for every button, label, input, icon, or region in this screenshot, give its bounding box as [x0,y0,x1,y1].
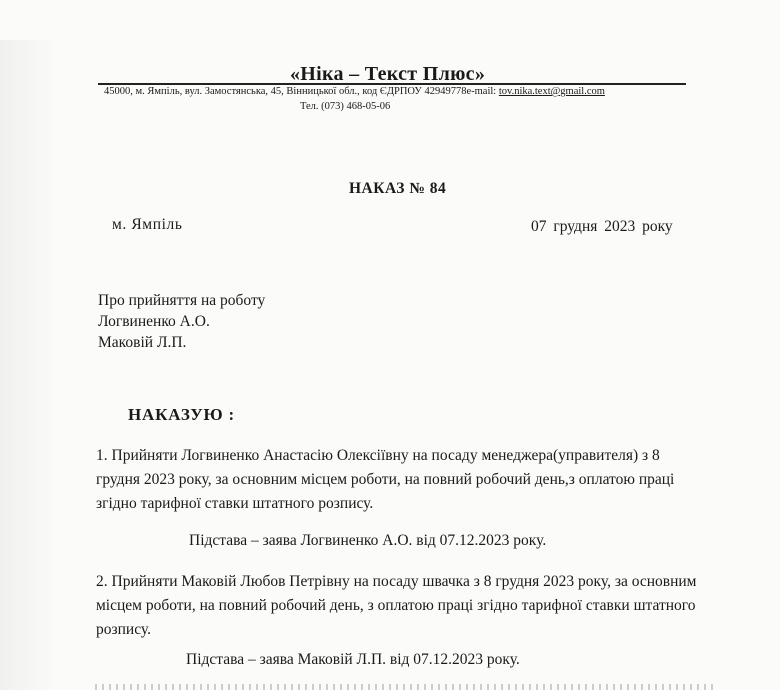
order-subject [98,290,265,353]
page-cut-edge [95,684,715,690]
order-date: 07 грудня 2023 року [531,218,673,235]
order-item: 2. Прийняти Маковій Любов Петрівну на посаду швачка з 8 грудня 2023 року, за основним місцем роботи, на повний робочий день, з оплатою праці згідно тарифної ставки штатного розпису. [96,573,697,638]
header-divider [98,83,686,85]
subject-line: Маковій Л.П. [98,334,187,351]
order-item: 1. Прийняти Логвиненко Анастасію Олексіївну на посаду менеджера(управителя) з 8 грудня 2023 року, за основним місцем роботи, на повний робочий день,з оплатою праці згідно тарифної ставки штатного розпису. [96,447,675,512]
address-text: 45000, м. Ямпіль, вул. Замостянська, 45, Вінницької обл., код ЄДРПОУ 42949778e-mail: [104,86,499,97]
order-title: НАКАЗ № 84 [349,180,447,197]
email-link[interactable]: tov.nika.text@gmail.com [498,86,605,97]
subject-line: Логвиненко А.О. [98,313,210,330]
company-address [104,86,605,97]
order-basis: Підстава – заява Логвиненко А.О. від 07.12.2023 року. [189,532,547,549]
company-name: «Ніка – Текст Плюс» [290,63,486,85]
subject-line: Про прийняття на роботу [98,292,266,309]
order-city: м. Ямпіль [112,216,183,233]
company-phone: Тел. (073) 468-05-06 [300,101,391,112]
order-basis: Підстава – заява Маковій Л.П. від 07.12.2023 року. [186,651,520,668]
page-shadow [0,40,60,690]
decree-heading: НАКАЗУЮ : [128,405,235,424]
